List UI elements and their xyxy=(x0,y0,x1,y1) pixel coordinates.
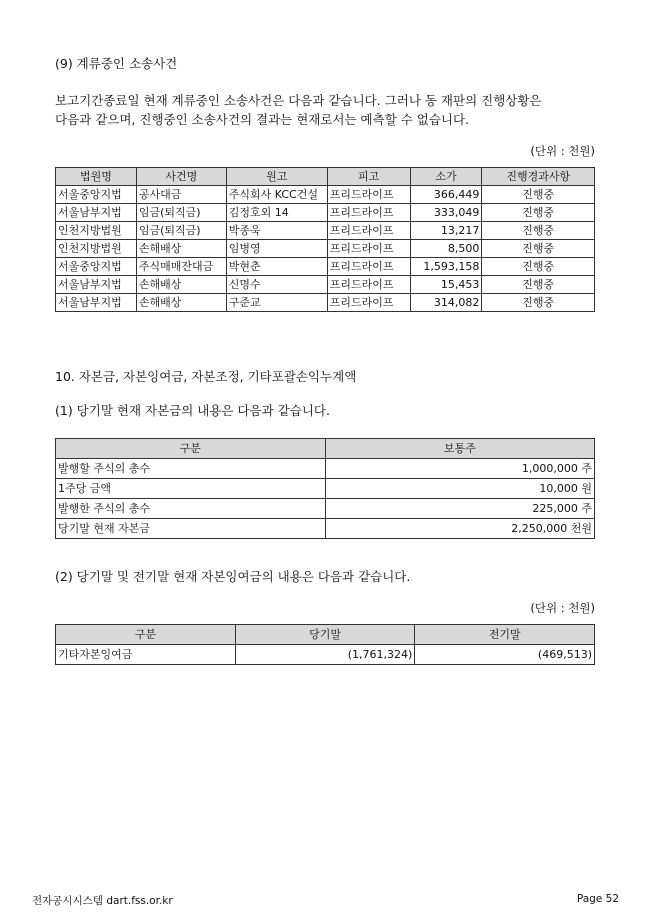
table-cell: 발행할 주식의 총수 xyxy=(56,459,326,479)
table-row xyxy=(56,276,595,294)
table-cell: 임금(퇴직금) xyxy=(136,204,226,222)
table-cell: 프리드라이프 xyxy=(327,186,410,204)
table-cell: 프리드라이프 xyxy=(327,258,410,276)
table-header-row xyxy=(56,168,595,186)
section-9-heading: (9) 계류중인 소송사건 xyxy=(55,56,178,71)
table-cell: 발행한 주식의 총수 xyxy=(56,499,326,519)
col-case: 사건명 xyxy=(136,168,226,186)
table-cell: 8,500 xyxy=(410,240,482,258)
table-cell: 신명수 xyxy=(226,276,327,294)
unit-label: (단위 : 천원) xyxy=(530,601,595,615)
table-cell: 314,082 xyxy=(410,294,482,312)
table-row xyxy=(56,499,595,519)
table-cell: 10,000 원 xyxy=(325,479,594,499)
col-prior-period: 전기말 xyxy=(415,625,595,645)
table-row xyxy=(56,519,595,539)
capital-stock-table xyxy=(55,438,595,539)
table-row xyxy=(56,294,595,312)
table-cell: 13,217 xyxy=(410,222,482,240)
sub-2-heading: (2) 당기말 및 전기말 현재 자본잉여금의 내용은 다음과 같습니다. xyxy=(55,569,411,584)
table-row xyxy=(56,240,595,258)
table-header-row xyxy=(56,439,595,459)
table-cell: 임병영 xyxy=(226,240,327,258)
lawsuit-table xyxy=(55,167,595,312)
table-cell: 당기말 현재 자본금 xyxy=(56,519,326,539)
col-status: 진행경과사항 xyxy=(482,168,595,186)
table-cell: 프리드라이프 xyxy=(327,222,410,240)
table-row xyxy=(56,222,595,240)
col-category: 구분 xyxy=(56,439,326,459)
table-cell: 손해배상 xyxy=(136,240,226,258)
table-cell: 15,453 xyxy=(410,276,482,294)
table-cell: 박종욱 xyxy=(226,222,327,240)
table-cell: 333,049 xyxy=(410,204,482,222)
table-row xyxy=(56,204,595,222)
footer-source: 전자공시시스템 dart.fss.or.kr xyxy=(32,895,173,907)
table-cell: 서울남부지법 xyxy=(56,294,137,312)
table-cell: 주식회사 KCC건설 xyxy=(226,186,327,204)
table-cell: 손해배상 xyxy=(136,294,226,312)
table-cell: 진행중 xyxy=(482,294,595,312)
table-cell: 프리드라이프 xyxy=(327,240,410,258)
table-row xyxy=(56,479,595,499)
col-current-period: 당기말 xyxy=(235,625,415,645)
table-cell: (469,513) xyxy=(415,645,595,665)
table-cell: 1,593,158 xyxy=(410,258,482,276)
table-cell: 인천지방법원 xyxy=(56,222,137,240)
table-row xyxy=(56,258,595,276)
col-defendant: 피고 xyxy=(327,168,410,186)
table-cell: 김정호외 14 xyxy=(226,204,327,222)
page-number: Page 52 xyxy=(576,893,619,905)
table-cell: 225,000 주 xyxy=(325,499,594,519)
table-row xyxy=(56,645,595,665)
table-cell: 2,250,000 천원 xyxy=(325,519,594,539)
table-cell: 프리드라이프 xyxy=(327,294,410,312)
paragraph-line-2: 다음과 같으며, 진행중인 소송사건의 결과는 현재로서는 예측할 수 없습니다. xyxy=(55,112,470,127)
sub-1-heading: (1) 당기말 현재 자본금의 내용은 다음과 같습니다. xyxy=(55,403,330,418)
table-cell: 프리드라이프 xyxy=(327,204,410,222)
table-cell: 진행중 xyxy=(482,276,595,294)
table-cell: 박현춘 xyxy=(226,258,327,276)
table-cell: 1,000,000 주 xyxy=(325,459,594,479)
table-row xyxy=(56,186,595,204)
table-cell: 366,449 xyxy=(410,186,482,204)
table-cell: (1,761,324) xyxy=(235,645,415,665)
col-common-stock: 보통주 xyxy=(325,439,594,459)
table-cell: 서울중앙지법 xyxy=(56,258,137,276)
unit-label: (단위 : 천원) xyxy=(530,144,595,158)
table-cell: 서울남부지법 xyxy=(56,276,137,294)
table-cell: 진행중 xyxy=(482,222,595,240)
table-cell: 1주당 금액 xyxy=(56,479,326,499)
table-cell: 인천지방법원 xyxy=(56,240,137,258)
table-cell: 진행중 xyxy=(482,186,595,204)
section-9-paragraph xyxy=(55,91,600,129)
section-10-heading: 10. 자본금, 자본잉여금, 자본조정, 기타포괄손익누계액 xyxy=(55,369,357,384)
table-cell: 서울중앙지법 xyxy=(56,186,137,204)
paragraph-line-1: 보고기간종료일 현재 계류중인 소송사건은 다음과 같습니다. 그러나 동 재판의 진행상황은 xyxy=(55,93,542,108)
capital-surplus-table xyxy=(55,624,595,665)
table-cell: 진행중 xyxy=(482,204,595,222)
table-cell: 손해배상 xyxy=(136,276,226,294)
table-header-row xyxy=(56,625,595,645)
col-court: 법원명 xyxy=(56,168,137,186)
table-cell: 진행중 xyxy=(482,258,595,276)
table-cell: 공사대금 xyxy=(136,186,226,204)
table-cell: 주식매매잔대금 xyxy=(136,258,226,276)
table-cell: 진행중 xyxy=(482,240,595,258)
table-cell: 구준교 xyxy=(226,294,327,312)
col-category: 구분 xyxy=(56,625,236,645)
table-cell: 프리드라이프 xyxy=(327,276,410,294)
table-cell: 서울남부지법 xyxy=(56,204,137,222)
col-amount: 소가 xyxy=(410,168,482,186)
col-plaintiff: 원고 xyxy=(226,168,327,186)
table-cell: 기타자본잉여금 xyxy=(56,645,236,665)
table-cell: 임금(퇴직금) xyxy=(136,222,226,240)
table-row xyxy=(56,459,595,479)
